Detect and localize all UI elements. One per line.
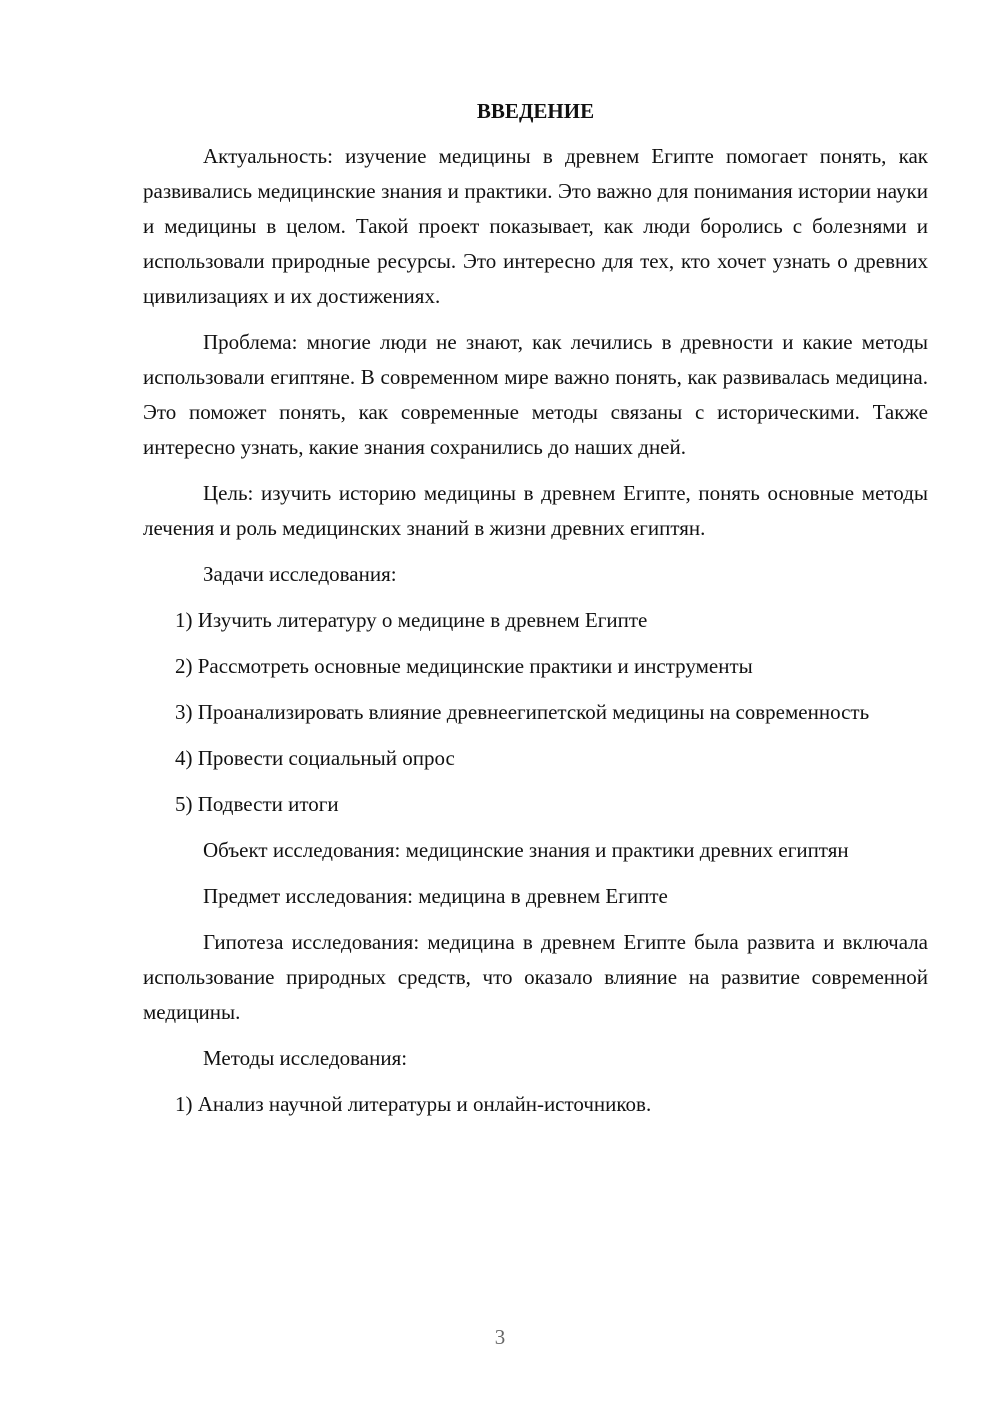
relevance-paragraph: Актуальность: изучение медицины в древнем Египте помогает понять, как развивались медицинские знания и практики. Это важно для понимания истории науки и медицины в целом. Такой проект показывает, как люди боролись с болезнями и использовали природные ресурсы. Это интересно для тех, кто хочет узнать о древних цивилизациях и их достижениях. xyxy=(143,144,928,308)
task-item-2: 2) Рассмотреть основные медицинские практики и инструменты xyxy=(175,654,753,678)
task-item-3: 3) Проанализировать влияние древнеегипетской медицины на современность xyxy=(175,700,870,724)
tasks-heading: Задачи исследования: xyxy=(203,562,397,586)
goal-paragraph: Цель: изучить историю медицины в древнем Египте, понять основные методы лечения и роль медицинских знаний в жизни древних египтян. xyxy=(143,481,928,540)
task-item-4: 4) Провести социальный опрос xyxy=(175,746,455,770)
problem-paragraph: Проблема: многие люди не знают, как лечились в древности и какие методы использовали египтяне. В современном мире важно понять, как развивалась медицина. Это поможет понять, как современные методы связаны с историческими. Также интересно узнать, какие знания сохранились до наших дней. xyxy=(143,330,928,459)
methods-heading: Методы исследования: xyxy=(203,1046,408,1070)
object-paragraph: Объект исследования: медицинские знания и практики древних египтян xyxy=(203,838,849,862)
task-item-1: 1) Изучить литературу о медицине в древнем Египте xyxy=(175,608,648,632)
method-item-1: 1) Анализ научной литературы и онлайн-источников. xyxy=(175,1092,652,1116)
subject-paragraph: Предмет исследования: медицина в древнем Египте xyxy=(203,884,668,908)
page-title: ВВЕДЕНИЕ xyxy=(476,99,595,123)
page-number: 3 xyxy=(494,1325,506,1349)
task-item-5: 5) Подвести итоги xyxy=(175,792,339,816)
hypothesis-paragraph: Гипотеза исследования: медицина в древнем Египте была развита и включала использование природных средств, что оказало влияние на развитие современной медицины. xyxy=(143,930,928,1024)
document-body xyxy=(143,94,928,1133)
